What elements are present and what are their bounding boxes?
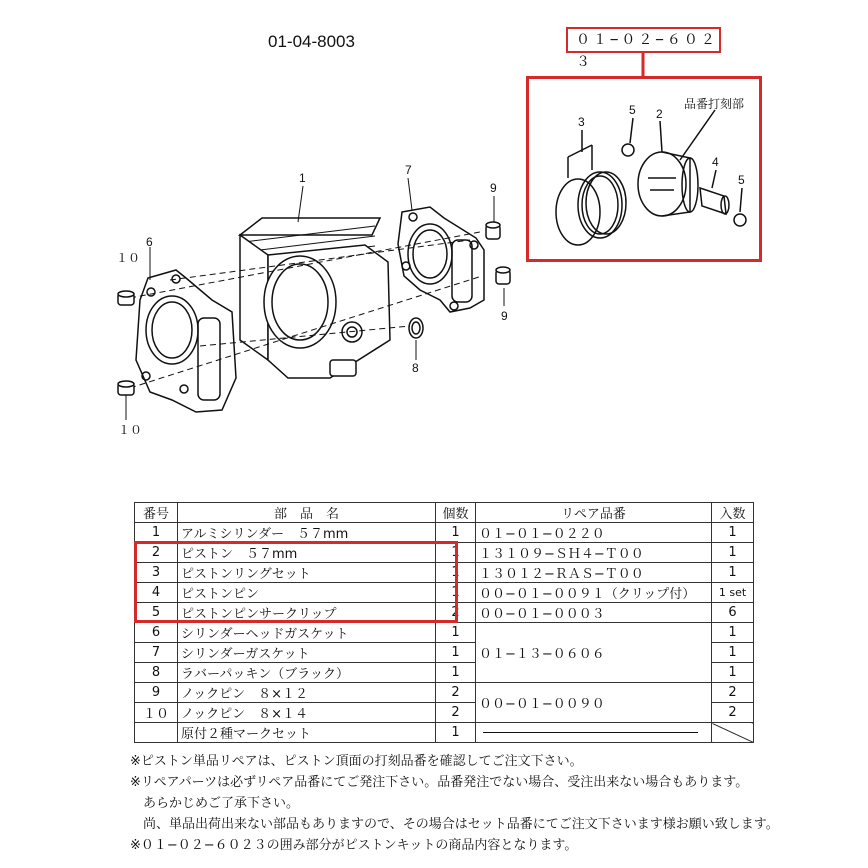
note-3: あらかじめご了承下さい。 bbox=[143, 796, 300, 811]
cell-name: ノックピン ８×１２ bbox=[178, 683, 436, 703]
cell-units: 2 bbox=[712, 683, 754, 703]
dowel-pin-10-bottom bbox=[118, 381, 134, 395]
table-row bbox=[135, 523, 754, 543]
cell-units: 1 bbox=[712, 663, 754, 683]
cell-repair-dash bbox=[476, 723, 712, 743]
dash-line bbox=[483, 732, 698, 733]
cell-name: シリンダーガスケット bbox=[178, 643, 436, 663]
header-units: 入数 bbox=[712, 503, 754, 523]
cell-units: 1 bbox=[712, 623, 754, 643]
head-gasket-drawing bbox=[136, 270, 236, 412]
header-name: 部 品 名 bbox=[178, 503, 436, 523]
rubber-packing-drawing bbox=[409, 318, 423, 338]
cell-qty: 1 bbox=[436, 583, 476, 603]
cell-no: 9 bbox=[135, 683, 178, 703]
piston-kit-highlight-box bbox=[526, 76, 762, 262]
header-no: 番号 bbox=[135, 503, 178, 523]
cell-repair: １３０１２−ＲＡＳ−Ｔ００ bbox=[476, 563, 712, 583]
cell-no: 2 bbox=[135, 543, 178, 563]
table-row bbox=[135, 723, 754, 743]
cell-repair-merged: ００−０１−００９０ bbox=[476, 683, 712, 723]
header-repair: リペア品番 bbox=[476, 503, 712, 523]
label-6: 6 bbox=[146, 235, 153, 249]
cell-name: ピストンピン bbox=[178, 583, 436, 603]
table-header-row bbox=[135, 503, 754, 523]
cell-name: 原付２種マークセット bbox=[178, 723, 436, 743]
cell-no: １０ bbox=[135, 703, 178, 723]
cell-units: 1 set bbox=[712, 583, 754, 603]
label-10-bottom: １０ bbox=[118, 423, 143, 437]
cell-qty: 1 bbox=[436, 543, 476, 563]
cell-repair-merged: ０１−１３−０６０６ bbox=[476, 623, 712, 683]
label-5-left: 5 bbox=[629, 103, 636, 117]
cell-units: 1 bbox=[712, 563, 754, 583]
cell-qty: 2 bbox=[436, 703, 476, 723]
cell-qty: 1 bbox=[436, 723, 476, 743]
header-qty: 個数 bbox=[436, 503, 476, 523]
label-9-top: 9 bbox=[490, 181, 497, 195]
note-5: ※０１−０２−６０２３の囲み部分がピストンキットの商品内容となります。 bbox=[130, 838, 578, 853]
cell-name: ピストンピンサークリップ bbox=[178, 603, 436, 623]
label-1: 1 bbox=[299, 171, 306, 185]
cell-repair: ００−０１−０００３ bbox=[476, 603, 712, 623]
cell-repair: １３１０９−ＳＨ４−Ｔ００ bbox=[476, 543, 712, 563]
cell-repair: ００−０１−００９１（クリップ付） bbox=[476, 583, 712, 603]
cell-name: ラバーパッキン（ブラック） bbox=[178, 663, 436, 683]
table-row bbox=[135, 623, 754, 643]
cell-no: 4 bbox=[135, 583, 178, 603]
label-3: 3 bbox=[578, 115, 585, 129]
cell-no bbox=[135, 723, 178, 743]
note-4: 尚、単品出荷出来ない部品もありますので、その場合はセット品番にてご注文下さいます様お願い致します。 bbox=[143, 817, 779, 832]
dowel-pin-10-top bbox=[118, 291, 134, 305]
cell-qty: 1 bbox=[436, 523, 476, 543]
note-1: ※ピストン単品リペアは、ピストン頂面の打刻品番を確認してご注文下さい。 bbox=[130, 754, 583, 769]
cell-qty: 1 bbox=[436, 563, 476, 583]
cell-qty: 1 bbox=[436, 663, 476, 683]
cell-units: 2 bbox=[712, 703, 754, 723]
label-10-top: １０ bbox=[116, 251, 141, 265]
cell-no: 6 bbox=[135, 623, 178, 643]
part-code: 01-04-8003 bbox=[268, 32, 355, 51]
cell-no: 3 bbox=[135, 563, 178, 583]
cell-name: ピストン ５７mm bbox=[178, 543, 436, 563]
label-5-right: 5 bbox=[738, 173, 745, 187]
label-4: 4 bbox=[712, 155, 719, 169]
cell-qty: 2 bbox=[436, 683, 476, 703]
cylinder-drawing bbox=[240, 218, 390, 378]
kit-code-box: ０１−０２−６０２３ bbox=[566, 27, 721, 53]
cell-units: 6 bbox=[712, 603, 754, 623]
cell-units: 1 bbox=[712, 543, 754, 563]
note-2: ※リペアパーツは必ずリペア品番にてご発注下さい。品番発注でない場合、受注出来ない場合もあります。 bbox=[130, 775, 749, 790]
cell-units-diagonal bbox=[712, 723, 754, 743]
cell-no: 5 bbox=[135, 603, 178, 623]
table-row bbox=[135, 683, 754, 703]
piston-kit-rows-highlight bbox=[134, 541, 458, 623]
label-2: 2 bbox=[656, 107, 663, 121]
cell-name: シリンダーヘッドガスケット bbox=[178, 623, 436, 643]
cell-repair: ０１−０１−０２２０ bbox=[476, 523, 712, 543]
cell-units: 1 bbox=[712, 643, 754, 663]
dowel-pin-9-top bbox=[486, 222, 500, 239]
cell-no: 8 bbox=[135, 663, 178, 683]
dowel-pin-9-bottom bbox=[496, 267, 510, 284]
base-gasket-drawing bbox=[398, 207, 484, 312]
label-8: 8 bbox=[412, 361, 419, 375]
cell-qty: 1 bbox=[436, 643, 476, 663]
label-stamp-area: 品番打刻部 bbox=[684, 97, 745, 111]
label-9-bottom: 9 bbox=[501, 309, 508, 323]
cell-qty: 1 bbox=[436, 623, 476, 643]
cell-name: アルミシリンダー ５７mm bbox=[178, 523, 436, 543]
cell-name: ピストンリングセット bbox=[178, 563, 436, 583]
cell-qty: 2 bbox=[436, 603, 476, 623]
cell-name: ノックピン ８×１４ bbox=[178, 703, 436, 723]
label-7: 7 bbox=[405, 163, 412, 177]
cell-units: 1 bbox=[712, 523, 754, 543]
cell-no: 1 bbox=[135, 523, 178, 543]
cell-no: 7 bbox=[135, 643, 178, 663]
